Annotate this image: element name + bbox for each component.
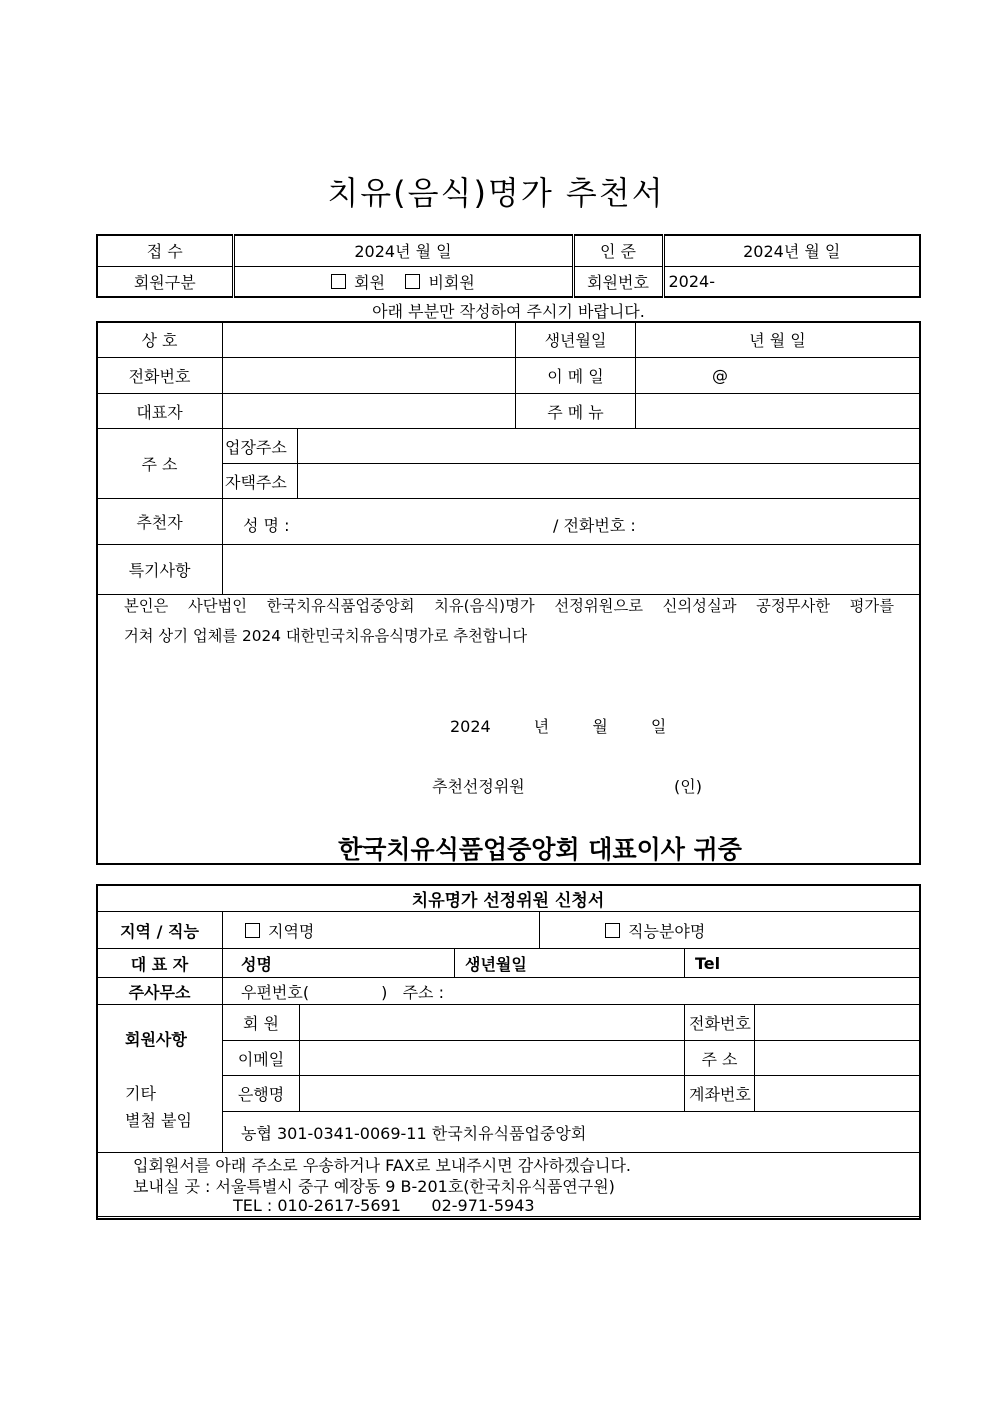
app-address-label: 주 소 [685, 1041, 755, 1076]
address-label-inline: 주소 : [402, 982, 444, 1002]
footer-line-2: 보내실 곳 : 서울특별시 중구 예장동 9 B-201호(한국치유식품연구원) [133, 1177, 615, 1196]
etc-label: 기타 [125, 1084, 156, 1103]
recommender-name-label: 성 명 : [243, 516, 290, 535]
approve-date[interactable]: 2024년 월 일 [663, 235, 920, 266]
remarks-label: 특기사항 [97, 545, 223, 595]
committee-label: 추천선정위원 [432, 777, 525, 796]
email-at: @ [712, 366, 728, 385]
member-no-label: 회원번호 [573, 266, 663, 297]
member-type-label: 회원구분 [97, 266, 233, 297]
statement-line-2: 거쳐 상기 업체를 2024 대한민국치유음식명가로 추천합니다 [124, 627, 528, 645]
email-input[interactable] [636, 358, 920, 394]
region-label: 지역 / 직능 [97, 912, 223, 949]
application-footer [97, 1153, 920, 1217]
receipt-label: 접 수 [97, 235, 233, 266]
sign-date [450, 714, 670, 737]
bank-input[interactable] [300, 1076, 685, 1112]
account-input[interactable] [755, 1076, 920, 1112]
reception-table [96, 234, 921, 298]
sign-date-text: 2024 년 월 일 [450, 717, 667, 736]
application-title: 치유명가 선정위원 신청서 [97, 885, 920, 912]
birth-label: 생년월일 [516, 322, 636, 358]
app-address-input[interactable] [755, 1041, 920, 1076]
nonmember-checkbox[interactable] [405, 274, 420, 289]
region-checkbox[interactable] [245, 923, 260, 938]
postal-close: ) [381, 982, 388, 1002]
company-label: 상 호 [97, 322, 223, 358]
field-option [540, 912, 920, 949]
rep-label: 대 표 자 [97, 949, 223, 978]
phone-input[interactable] [223, 358, 516, 394]
app-email-input[interactable] [300, 1041, 685, 1076]
ceo-label: 대표자 [97, 394, 223, 429]
recommender-phone-label: / 전화번호 : [553, 516, 636, 535]
region-option-label: 지역명 [268, 921, 315, 941]
menu-label: 주 메 뉴 [516, 394, 636, 429]
approve-label: 인 준 [573, 235, 663, 266]
seal-mark: (인) [674, 777, 702, 796]
member-input[interactable] [300, 1005, 685, 1041]
biz-address-label: 업장주소 [223, 429, 298, 464]
instruction-text: 아래 부분만 작성하여 주시기 바랍니다. [372, 302, 645, 321]
office-input[interactable] [223, 978, 920, 1005]
footer-line-3: TEL : 010-2617-5691 02-971-5943 [233, 1196, 535, 1215]
biz-address-input[interactable] [298, 429, 920, 464]
account-label: 계좌번호 [685, 1076, 755, 1112]
email-label: 이 메 일 [516, 358, 636, 394]
recommender-input[interactable] [223, 499, 920, 545]
home-address-input[interactable] [298, 464, 920, 499]
account-value: 농협 301-0341-0069-11 한국치유식품업중앙회 [223, 1112, 920, 1153]
menu-input[interactable] [636, 394, 920, 429]
app-phone-label: 전화번호 [685, 1005, 755, 1041]
birth-input[interactable]: 년 월 일 [636, 322, 920, 358]
postal-label: 우편번호( [241, 982, 310, 1002]
address-label: 주 소 [97, 429, 223, 499]
footer-line-1: 입회원서를 아래 주소로 우송하거나 FAX로 보내주시면 감사하겠습니다. [133, 1156, 632, 1175]
bank-label: 은행명 [223, 1076, 300, 1112]
member-type-options [233, 266, 573, 297]
company-input[interactable] [223, 322, 516, 358]
recommender-label: 추천자 [97, 499, 223, 545]
application-table [96, 884, 920, 1217]
home-address-label: 자택주소 [223, 464, 298, 499]
attachment-label: 별첨 붙임 [125, 1111, 192, 1130]
remarks-input[interactable] [223, 545, 920, 595]
member-checkbox[interactable] [331, 274, 346, 289]
rep-tel-cell[interactable]: Tel [685, 949, 920, 978]
member-matters-cell [97, 1005, 223, 1153]
app-email-label: 이메일 [223, 1041, 300, 1076]
region-option [223, 912, 540, 949]
member-option-label: 회원 [354, 272, 386, 292]
statement-line-1: 본인은 사단법인 한국치유식품업중앙회 치유(음식)명가 선정위원으로 신의성실과 공정무사한 평가를 [124, 597, 894, 615]
member-no-value[interactable]: 2024- [663, 266, 920, 297]
app-phone-input[interactable] [755, 1005, 920, 1041]
field-checkbox[interactable] [605, 923, 620, 938]
ceo-input[interactable] [223, 394, 516, 429]
recommendation-table [96, 321, 920, 595]
rep-name-cell[interactable]: 성명 [223, 949, 455, 978]
document-title: 치유(음식)명가 추천서 [327, 174, 665, 212]
office-label: 주사무소 [97, 978, 223, 1005]
rep-birth-cell[interactable]: 생년월일 [455, 949, 685, 978]
member-label: 회 원 [223, 1005, 300, 1041]
phone-label: 전화번호 [97, 358, 223, 394]
member-matters-label: 회원사항 [125, 1030, 187, 1049]
field-option-label: 직능분야명 [628, 921, 706, 941]
receipt-date[interactable]: 2024년 월 일 [233, 235, 573, 266]
addressee: 한국치유식품업중앙회 대표이사 귀중 [338, 835, 742, 864]
nonmember-option-label: 비회원 [428, 272, 475, 292]
